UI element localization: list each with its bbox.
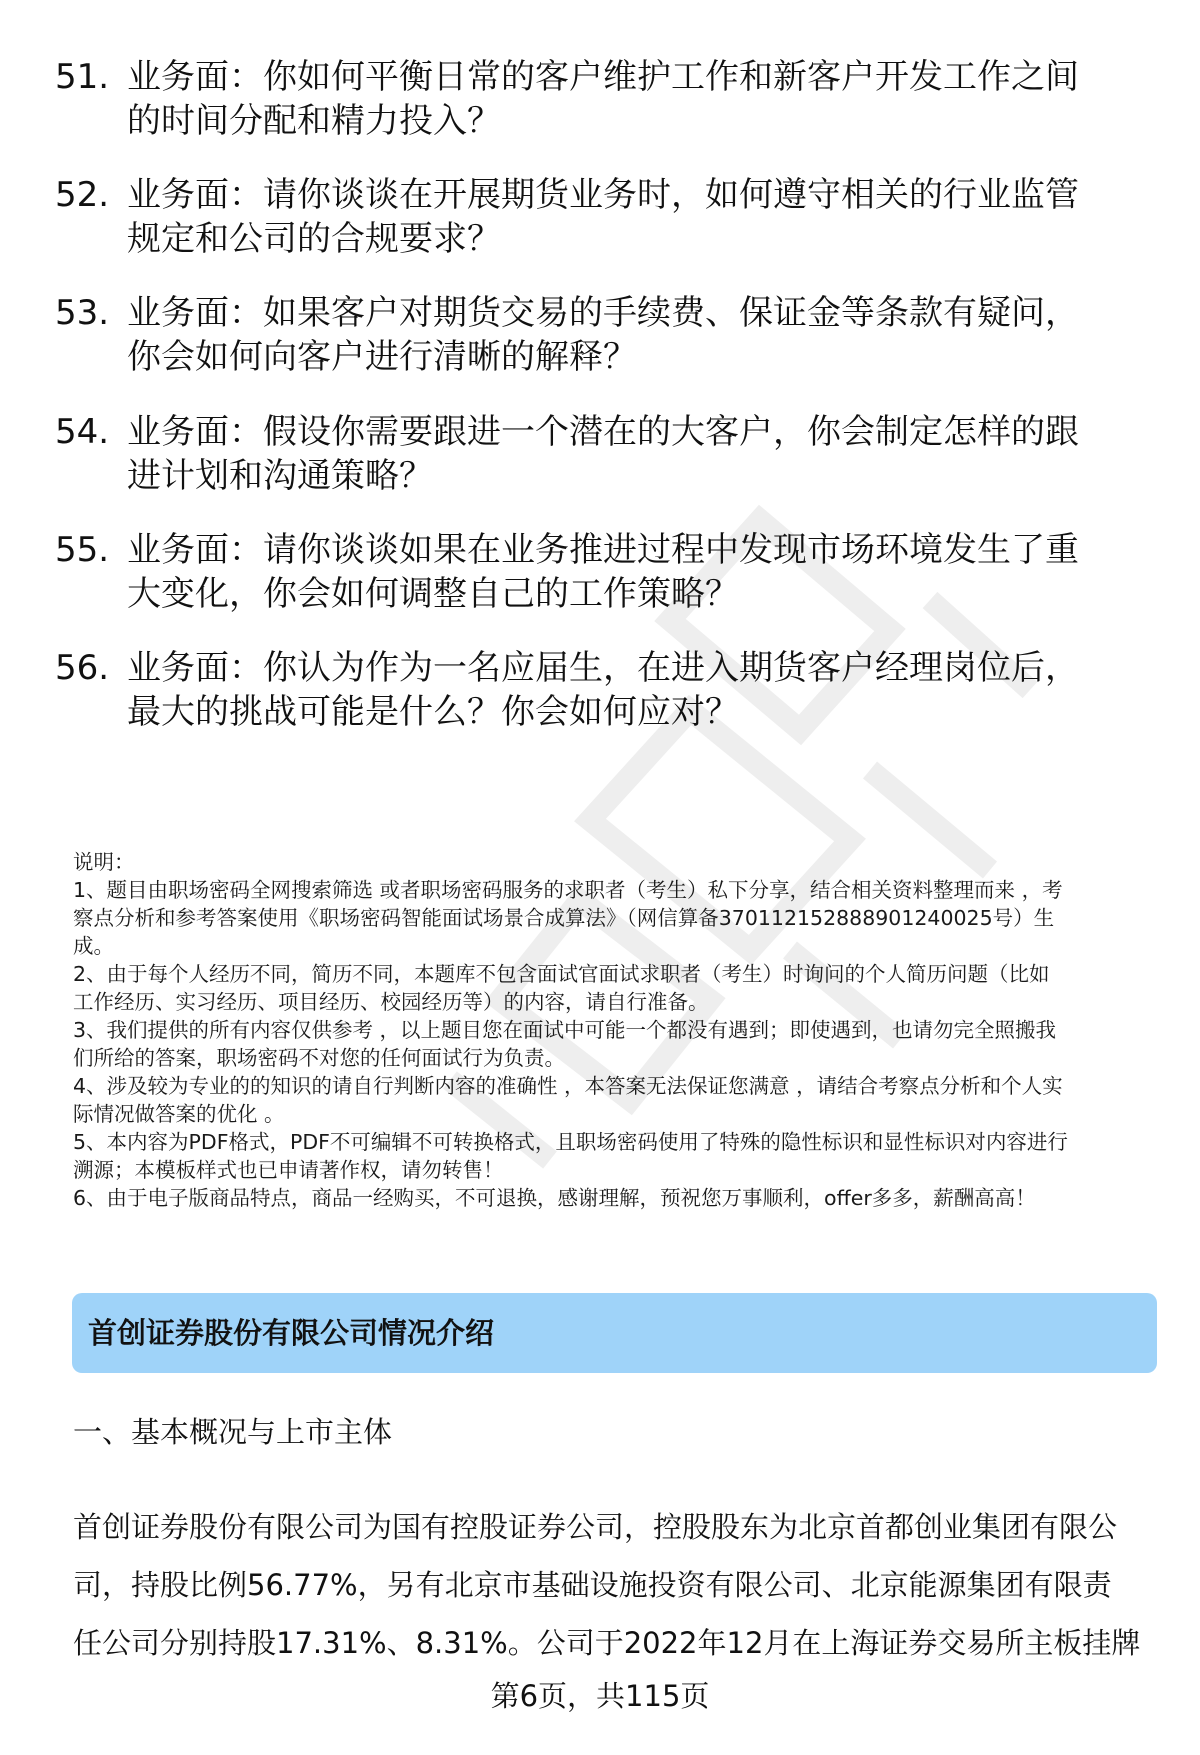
notes-line: 5、本内容为PDF格式，PDF不可编辑不可转换格式，且职场密码使用了特殊的隐性标识和显性标识对内容进行 (73, 1130, 1068, 1154)
question-text (127, 173, 1147, 261)
paragraph-line: 首创证券股份有限公司为国有控股证券公司，控股股东为北京首都创业集团有限公 (73, 1510, 1118, 1544)
page-number-footer: 第6页，共115页 (490, 1679, 710, 1713)
question-line: 业务面：如果客户对期货交易的手续费、保证金等条款有疑问， (127, 293, 1079, 333)
question-line: 进计划和沟通策略？ (127, 456, 433, 496)
notes-line: 6、由于电子版商品特点，商品一经购买，不可退换，感谢理解，预祝您万事顺利，offer多多，薪酬高高！ (73, 1186, 1036, 1210)
notes-line: 溯源；本模板样式也已申请著作权，请勿转售！ (73, 1158, 504, 1182)
question-number: 55. (55, 530, 110, 570)
question-number: 52. (55, 175, 110, 215)
question-number: 53. (55, 293, 110, 333)
paragraph-line: 司，持股比例56.77%，另有北京市基础设施投资有限公司、北京能源集团有限责 (73, 1568, 1112, 1602)
question-line: 大变化，你会如何调整自己的工作策略？ (127, 574, 739, 614)
notes-line: 3、我们提供的所有内容仅供参考 ，以上题目您在面试中可能一个都没有遇到；即使遇到，也请勿完全照搬我 (73, 1018, 1057, 1042)
section-title: 首创证券股份有限公司情况介绍 (88, 1316, 495, 1350)
question-text (127, 291, 1147, 379)
notes-line: 1、题目由职场密码全网搜索筛选 或者职场密码服务的求职者（考生）私下分享，结合相关资料整理而来 ，考 (73, 878, 1063, 902)
question-line: 规定和公司的合规要求？ (127, 219, 501, 259)
notes-line: 们所给的答案，职场密码不对您的任何面试行为负责。 (73, 1046, 565, 1070)
question-line: 业务面：你认为作为一名应届生，在进入期货客户经理岗位后， (127, 648, 1079, 688)
question-text (127, 410, 1147, 498)
question-number: 56. (55, 648, 110, 688)
notes-line: 成。 (73, 934, 114, 958)
question-text (127, 528, 1147, 616)
question-line: 你会如何向客户进行清晰的解释？ (127, 337, 637, 377)
notes-line: 工作经历、实习经历、项目经历、校园经历等）的内容，请自行准备。 (73, 990, 709, 1014)
question-line: 业务面：请你谈谈如果在业务推进过程中发现市场环境发生了重 (127, 530, 1079, 570)
section-paragraph (73, 1498, 1153, 1672)
question-text (127, 646, 1147, 734)
question-line: 业务面：请你谈谈在开展期货业务时，如何遵守相关的行业监管 (127, 175, 1079, 215)
disclaimer-notes (73, 848, 1163, 1212)
paragraph-line: 任公司分别持股17.31%、8.31%。公司于2022年12月在上海证券交易所主板挂牌 (73, 1626, 1141, 1660)
section-subheading: 一、基本概况与上市主体 (73, 1415, 393, 1449)
question-line: 业务面：你如何平衡日常的客户维护工作和新客户开发工作之间 (127, 57, 1079, 97)
notes-line: 2、由于每个人经历不同，简历不同，本题库不包含面试官面试求职者（考生）时询问的个人简历问题（比如 (73, 962, 1050, 986)
notes-line: 4、涉及较为专业的的知识的请自行判断内容的准确性 ，本答案无法保证您满意 ，请结合考察点分析和个人实 (73, 1074, 1063, 1098)
notes-line: 察点分析和参考答案使用《职场密码智能面试场景合成算法》（网信算备370112152888901240025号）生 (73, 906, 1055, 930)
question-text (127, 55, 1147, 143)
question-line: 的时间分配和精力投入？ (127, 101, 501, 141)
question-line: 最大的挑战可能是什么？你会如何应对？ (127, 692, 739, 732)
question-number: 54. (55, 412, 110, 452)
notes-line: 际情况做答案的优化 。 (73, 1102, 285, 1126)
section-header-bar (72, 1293, 1157, 1373)
question-line: 业务面：假设你需要跟进一个潜在的大客户，你会制定怎样的跟 (127, 412, 1079, 452)
question-number: 51. (55, 57, 110, 97)
notes-heading: 说明： (73, 850, 135, 874)
